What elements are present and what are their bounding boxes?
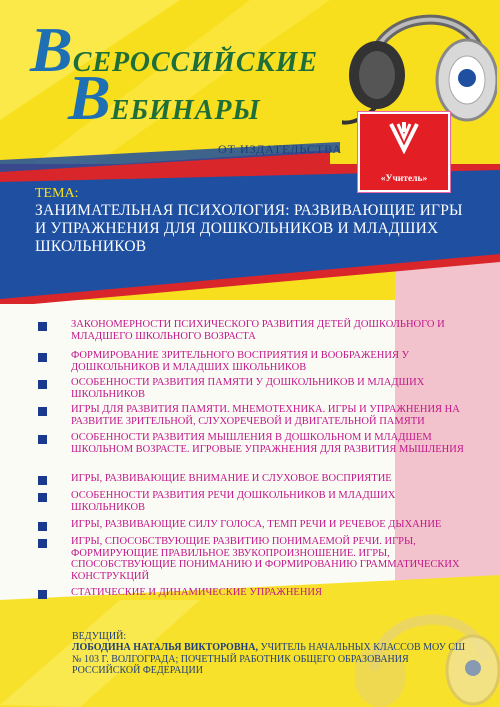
title-rest-1: СЕРОССИЙСКИЕ [72, 47, 319, 78]
title-line-2 [68, 62, 261, 133]
list-item-text: ОСОБЕННОСТИ РАЗВИТИЯ МЫШЛЕНИЯ В ДОШКОЛЬНОМ И МЛАДШЕМ ШКОЛЬНОМ ВОЗРАСТЕ. ИГРОВЫЕ УПРАЖНЕНИЯ ДЛЯ РАЗВИТИЯ МЫШЛЕНИЯ [71, 432, 464, 455]
title-initial-2: В [68, 62, 111, 133]
list-item-text: ИГРЫ, РАЗВИВАЮЩИЕ ВНИМАНИЕ И СЛУХОВОЕ ВОСПРИЯТИЕ [71, 473, 392, 484]
list-item-text: ИГРЫ ДЛЯ РАЗВИТИЯ ПАМЯТИ. МНЕМОТЕХНИКА. ИГРЫ И УПРАЖНЕНИЯ НА РАЗВИТИЕ ЗРИТЕЛЬНОЙ, СЛУХОРЕЧЕВОЙ И ДВИГАТЕЛЬНОЙ ПАМЯТИ [71, 404, 460, 427]
list-item-text: ОСОБЕННОСТИ РАЗВИТИЯ РЕЧИ ДОШКОЛЬНИКОВ И МЛАДШИХ ШКОЛЬНИКОВ [71, 490, 396, 513]
bullet-square-icon [38, 539, 47, 548]
publisher-label: ОТ ИЗДАТЕЛЬСТВА [218, 142, 343, 156]
topic-text: ЗАНИМАТЕЛЬНАЯ ПСИХОЛОГИЯ: РАЗВИВАЮЩИЕ ИГРЫ И УПРАЖНЕНИЯ ДЛЯ ДОШКОЛЬНИКОВ И МЛАДШИХ ШКОЛЬНИКОВ [35, 202, 463, 255]
list-item-text: СТАТИЧЕСКИЕ И ДИНАМИЧЕСКИЕ УПРАЖНЕНИЯ [71, 587, 322, 598]
list-item-text: ОСОБЕННОСТИ РАЗВИТИЯ ПАМЯТИ У ДОШКОЛЬНИКОВ И МЛАДШИХ ШКОЛЬНИКОВ [71, 377, 425, 400]
publisher-logo [358, 112, 450, 192]
host-description: УЧИТЕЛЬ НАЧАЛЬНЫХ КЛАССОВ МОУ СШ № 103 Г. ВОЛГОГРАДА; ПОЧЕТНЫЙ РАБОТНИК ОБЩЕГО ОБРАЗОВАНИЯ РОССИЙСКОЙ ФЕДЕРАЦИИ [72, 642, 466, 676]
bullet-square-icon [38, 522, 47, 531]
host-label: ВЕДУЩИЙ: [72, 631, 127, 642]
list-item-text: ЗАКОНОМЕРНОСТИ ПСИХИЧЕСКОГО РАЗВИТИЯ ДЕТЕЙ ДОШКОЛЬНОГО И МЛАДШЕГО ШКОЛЬНОГО ВОЗРАСТА [71, 319, 445, 342]
bullet-square-icon [38, 476, 47, 485]
bullet-square-icon [38, 380, 47, 389]
host-info [72, 642, 472, 677]
bullet-square-icon [38, 322, 47, 331]
title-initial-1: В [30, 14, 73, 85]
bullet-square-icon [38, 493, 47, 502]
list-item-text: ФОРМИРОВАНИЕ ЗРИТЕЛЬНОГО ВОСПРИЯТИЯ И ВООБРАЖЕНИЯ У ДОШКОЛЬНИКОВ И МЛАДШИХ ШКОЛЬНИКОВ [71, 350, 410, 373]
logo-text: «Учитель» [380, 174, 428, 184]
bullet-square-icon [38, 435, 47, 444]
list-item-text: ИГРЫ, РАЗВИВАЮЩИЕ СИЛУ ГОЛОСА, ТЕМП РЕЧИ И РЕЧЕВОЕ ДЫХАНИЕ [71, 519, 442, 530]
bullet-square-icon [38, 590, 47, 599]
headphones-icon [342, 0, 497, 130]
topic-label: ТЕМА: [35, 186, 79, 201]
list-item-text: ИГРЫ, СПОСОБСТВУЮЩИЕ РАЗВИТИЮ ПОНИМАЕМОЙ РЕЧИ. ИГРЫ, ФОРМИРУЮЩИЕ ПРАВИЛЬНОЕ ЗВУКОПРОИЗНОШЕНИЕ. ИГРЫ, СПОСОБСТВУЮЩИЕ ПОНИМАНИЮ И ФОРМИРОВАНИЮ ГРАММАТИЧЕСКИХ КОНСТРУКЦИЙ [71, 536, 460, 582]
bullet-square-icon [38, 353, 47, 362]
bullet-square-icon [38, 407, 47, 416]
logo-emblem-icon [387, 122, 421, 154]
title-rest-2: ЕБИНАРЫ [110, 95, 261, 126]
host-name: ЛОБОДИНА НАТАЛЬЯ ВИКТОРОВНА, [72, 642, 258, 653]
